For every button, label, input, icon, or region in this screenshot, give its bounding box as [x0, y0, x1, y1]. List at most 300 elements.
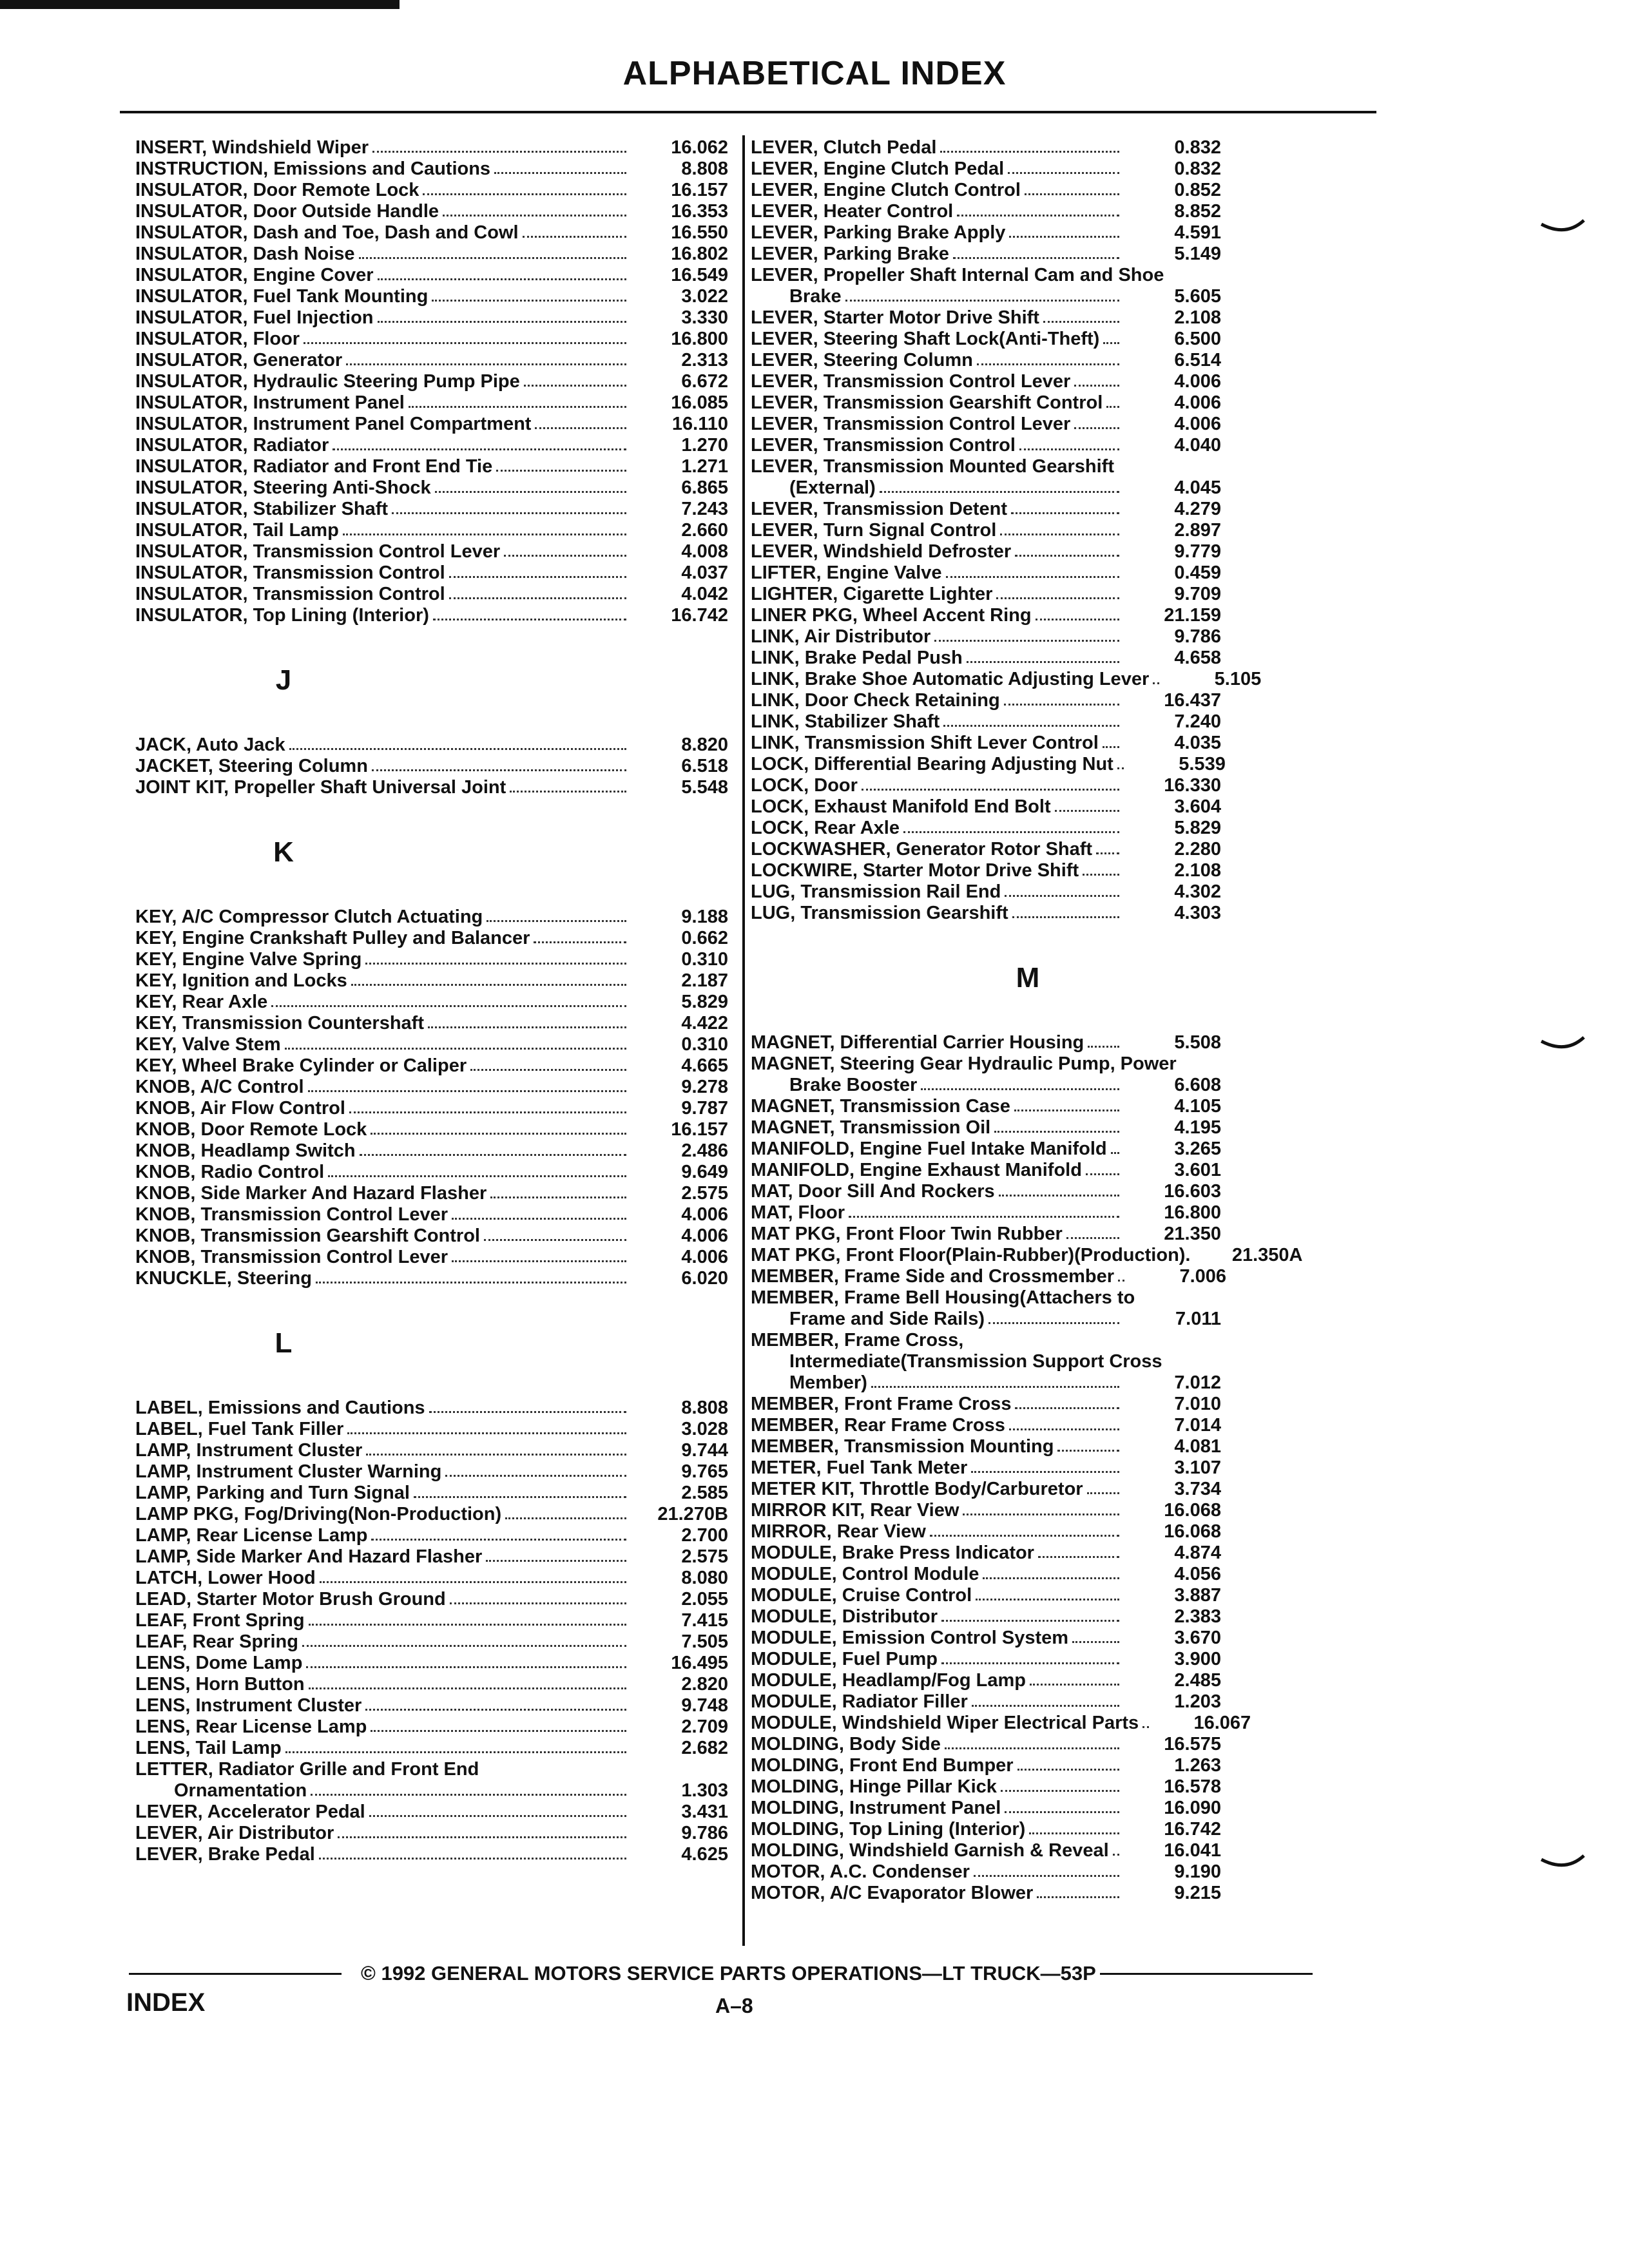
entry-label: LEVER, Engine Clutch Control: [751, 180, 1021, 200]
entry-label: MANIFOLD, Engine Exhaust Manifold: [751, 1160, 1082, 1180]
entry-page-ref: 4.035: [1174, 733, 1221, 753]
entry-label: KEY, Transmission Countershaft: [135, 1013, 424, 1033]
index-entry: [135, 1483, 728, 1504]
dot-leader: [306, 1666, 626, 1668]
entry-page-ref: 5.508: [1174, 1032, 1221, 1053]
entry-page-ref: 4.279: [1174, 499, 1221, 519]
entry-label: LOCKWASHER, Generator Rotor Shaft: [751, 839, 1093, 860]
entry-label: MAT, Door Sill And Rockers: [751, 1181, 995, 1202]
entry-label: MOLDING, Body Side: [751, 1734, 941, 1754]
entry-label: INSULATOR, Hydraulic Steering Pump Pipe: [135, 371, 520, 392]
index-entry: [751, 371, 1221, 392]
index-entry: [751, 1160, 1221, 1181]
dot-leader: [930, 1535, 1119, 1537]
entry-label: KNOB, Transmission Control Lever: [135, 1247, 448, 1267]
entry-page-ref: 2.313: [681, 350, 728, 370]
entry-label: LIFTER, Engine Valve: [751, 562, 942, 583]
entry-page-ref: 2.575: [681, 1183, 728, 1204]
index-entry: [135, 435, 728, 456]
index-entry: [135, 414, 728, 435]
index-entry: [135, 777, 728, 798]
index-entry: [751, 201, 1221, 222]
entry-label: LINK, Stabilizer Shaft: [751, 711, 940, 732]
entry-label: MODULE, Control Module: [751, 1564, 979, 1584]
index-entry: [751, 1075, 1221, 1096]
dot-leader: [1001, 1790, 1119, 1792]
index-entry: [751, 1457, 1221, 1479]
entry-page-ref: 0.662: [681, 928, 728, 948]
entry-page-ref: 9.786: [681, 1823, 728, 1843]
dot-leader: [365, 963, 626, 965]
entry-page-ref: 8.852: [1174, 201, 1221, 222]
dot-leader: [1057, 1450, 1119, 1452]
entry-label: KEY, Engine Valve Spring: [135, 949, 362, 970]
entry-page-ref: 4.105: [1174, 1096, 1221, 1117]
index-entry: [751, 1330, 1221, 1351]
entry-page-ref: 3.670: [1174, 1628, 1221, 1648]
entry-page-ref: 16.330: [1164, 775, 1221, 796]
index-entry: [751, 1287, 1221, 1309]
entry-label: INSULATOR, Steering Anti-Shock: [135, 477, 431, 498]
entry-page-ref: 16.353: [671, 201, 728, 222]
entry-label: MODULE, Brake Press Indicator: [751, 1542, 1034, 1563]
dot-leader: [490, 1196, 626, 1198]
entry-page-ref: 4.658: [1174, 648, 1221, 668]
dot-leader: [319, 1858, 626, 1860]
entry-page-ref: 5.539: [1179, 754, 1226, 774]
entry-label: LEAF, Front Spring: [135, 1610, 305, 1631]
index-entry: [135, 1225, 728, 1247]
entry-label: MODULE, Windshield Wiper Electrical Parts: [751, 1713, 1139, 1733]
dot-leader: [365, 1709, 626, 1711]
entry-label: LENS, Instrument Cluster: [135, 1695, 362, 1716]
entry-label: MEMBER, Transmission Mounting: [751, 1436, 1054, 1457]
dot-leader: [1030, 1684, 1119, 1686]
dot-leader: [423, 193, 626, 195]
index-entry: [751, 1415, 1221, 1436]
index-entry: [751, 1776, 1221, 1798]
entry-label: LEVER, Clutch Pedal: [751, 137, 937, 158]
dot-leader: [845, 300, 1119, 302]
dot-leader: [369, 1815, 626, 1817]
index-entry: [135, 350, 728, 371]
entry-label: INSULATOR, Transmission Control: [135, 584, 445, 604]
entry-page-ref: 7.014: [1174, 1415, 1221, 1436]
entry-label: INSULATOR, Dash Noise: [135, 244, 355, 264]
footer-rule-right: [1100, 1973, 1313, 1975]
index-entry: [751, 1585, 1221, 1606]
entry-page-ref: 3.604: [1174, 796, 1221, 817]
entry-page-ref: 8.808: [681, 159, 728, 179]
index-entry: [751, 584, 1221, 605]
index-entry: [135, 1738, 728, 1759]
dot-leader: [941, 1662, 1119, 1664]
index-entry: [751, 754, 1226, 775]
dot-leader: [1004, 704, 1119, 706]
index-entry: [135, 329, 728, 350]
dot-leader: [392, 512, 626, 514]
entry-label: INSULATOR, Stabilizer Shaft: [135, 499, 389, 519]
entry-label: LINK, Air Distributor: [751, 626, 931, 647]
index-entry: [135, 1204, 728, 1225]
entry-page-ref: 21.159: [1164, 605, 1221, 626]
entry-page-ref: 3.330: [681, 307, 728, 328]
entry-page-ref: 16.550: [671, 222, 728, 243]
dot-leader: [505, 1517, 626, 1519]
entry-page-ref: 6.672: [681, 371, 728, 392]
index-entry: [135, 1461, 728, 1483]
index-entry: [135, 137, 728, 159]
entry-label: MAT PKG, Front Floor(Plain-Rubber)(Production).: [751, 1245, 1191, 1265]
entry-page-ref: 3.601: [1174, 1160, 1221, 1180]
binder-mark: [1540, 1036, 1585, 1054]
entry-page-ref: 2.820: [681, 1674, 728, 1695]
entry-label: MODULE, Emission Control System: [751, 1628, 1069, 1648]
index-entry: [135, 1055, 728, 1077]
entry-label: INSULATOR, Fuel Injection: [135, 307, 374, 328]
entry-label: KEY, Ignition and Locks: [135, 970, 347, 991]
dot-leader: [523, 236, 626, 238]
entry-label: LEVER, Transmission Mounted Gearshift: [751, 456, 1114, 477]
dot-leader: [1005, 1811, 1119, 1813]
entry-label: LINK, Brake Shoe Automatic Adjusting Lever: [751, 669, 1150, 689]
index-entry: [751, 1224, 1221, 1245]
dot-leader: [285, 1048, 626, 1050]
entry-label: MEMBER, Front Frame Cross: [751, 1394, 1012, 1414]
dot-leader: [349, 1111, 626, 1113]
index-entry: [135, 541, 728, 562]
index-entry: [751, 1202, 1221, 1224]
index-entry: [135, 970, 728, 992]
dot-leader: [316, 1282, 626, 1283]
dot-leader: [1103, 746, 1119, 748]
dot-leader: [1036, 619, 1119, 620]
index-entry: [751, 1819, 1221, 1840]
entry-label: LOCK, Differential Bearing Adjusting Nut: [751, 754, 1113, 774]
index-entry: [751, 499, 1221, 520]
dot-leader: [934, 640, 1119, 642]
entry-label: MAT PKG, Front Floor Twin Rubber: [751, 1224, 1063, 1244]
index-entry: [751, 1670, 1221, 1691]
entry-label: MAGNET, Steering Gear Hydraulic Pump, Power: [751, 1053, 1177, 1074]
index-entry: [751, 286, 1221, 307]
dot-leader: [1014, 1110, 1119, 1111]
entry-label: MIRROR, Rear View: [751, 1521, 926, 1542]
entry-label: INSULATOR, Radiator and Front End Tie: [135, 456, 493, 477]
dot-leader: [371, 1539, 626, 1541]
dot-leader: [311, 1794, 626, 1796]
entry-label: INSULATOR, Fuel Tank Mounting: [135, 286, 429, 307]
entry-page-ref: 6.020: [681, 1268, 728, 1289]
entry-page-ref: 9.649: [681, 1162, 728, 1182]
index-entry: [751, 1606, 1221, 1628]
index-entry: [751, 775, 1221, 796]
entry-label: MOLDING, Top Lining (Interior): [751, 1819, 1026, 1840]
entry-page-ref: 5.829: [1174, 818, 1221, 838]
index-entry: [751, 1139, 1221, 1160]
dot-leader: [945, 1747, 1119, 1749]
entry-label: KNOB, Side Marker And Hazard Flasher: [135, 1183, 487, 1204]
index-entry: [135, 1268, 728, 1289]
dot-leader: [445, 1475, 626, 1477]
entry-page-ref: 7.012: [1174, 1372, 1221, 1393]
entry-label: LAMP, Instrument Cluster: [135, 1440, 363, 1461]
index-entry: [135, 1823, 728, 1844]
dot-leader: [1142, 1726, 1149, 1728]
entry-page-ref: 16.800: [671, 329, 728, 349]
index-entry: [751, 350, 1221, 371]
dot-leader: [449, 597, 626, 599]
dot-leader: [1066, 1237, 1119, 1239]
entry-page-ref: 4.006: [681, 1204, 728, 1225]
entry-page-ref: 0.310: [681, 1034, 728, 1055]
index-entry: [751, 1713, 1251, 1734]
entry-page-ref: 9.744: [681, 1440, 728, 1461]
entry-page-ref: 4.874: [1174, 1542, 1221, 1563]
index-entry: [751, 1755, 1221, 1776]
index-entry: [135, 584, 728, 605]
entry-label: LEVER, Parking Brake: [751, 244, 949, 264]
entry-label: METER KIT, Throttle Body/Carburetor: [751, 1479, 1083, 1499]
entry-label: LOCK, Door: [751, 775, 858, 796]
entry-page-ref: 4.037: [681, 562, 728, 583]
entry-page-ref: 2.485: [1174, 1670, 1221, 1691]
entry-page-ref: 16.742: [671, 605, 728, 626]
index-entry: [135, 222, 728, 244]
entry-page-ref: 5.149: [1174, 244, 1221, 264]
dot-leader: [428, 1026, 626, 1028]
entry-label: KNOB, Radio Control: [135, 1162, 325, 1182]
dot-leader: [871, 1386, 1119, 1388]
index-entry: [751, 818, 1221, 839]
entry-label: KNOB, Transmission Gearshift Control: [135, 1225, 480, 1246]
index-entry: [135, 907, 728, 928]
entry-label: LEAF, Rear Spring: [135, 1631, 298, 1652]
index-entry: [135, 1695, 728, 1716]
entry-page-ref: 2.585: [681, 1483, 728, 1503]
entry-page-ref: 2.280: [1174, 839, 1221, 860]
dot-leader: [1153, 682, 1159, 684]
entry-page-ref: 5.605: [1174, 286, 1221, 307]
dot-leader: [996, 597, 1119, 599]
entry-label: MODULE, Distributor: [751, 1606, 938, 1627]
entry-label: LEVER, Starter Motor Drive Shift: [751, 307, 1039, 328]
index-entry: [135, 244, 728, 265]
index-entry: [751, 1309, 1221, 1330]
entry-label: LEAD, Starter Motor Brush Ground: [135, 1589, 446, 1610]
dot-leader: [1019, 448, 1119, 450]
dot-leader: [999, 1195, 1119, 1196]
entry-page-ref: 9.765: [681, 1461, 728, 1482]
entry-label: Ornamentation: [174, 1780, 307, 1801]
index-entry: [135, 1504, 728, 1525]
entry-page-ref: 16.578: [1164, 1776, 1221, 1797]
index-entry: [135, 1546, 728, 1568]
index-entry: [751, 1649, 1221, 1670]
entry-page-ref: 4.006: [681, 1247, 728, 1267]
index-entry: [751, 1096, 1221, 1117]
entry-page-ref: 16.437: [1164, 690, 1221, 711]
dot-leader: [880, 491, 1119, 493]
index-entry: [751, 392, 1221, 414]
entry-page-ref: 0.832: [1174, 137, 1221, 158]
dot-leader: [429, 1411, 626, 1413]
dot-leader: [432, 300, 626, 302]
binder-mark: [1540, 1854, 1585, 1872]
dot-leader: [1005, 895, 1119, 897]
dot-leader: [378, 278, 626, 280]
entry-label: MAGNET, Transmission Oil: [751, 1117, 991, 1138]
dot-leader: [1017, 1769, 1119, 1771]
left-column: [135, 137, 728, 1865]
entry-page-ref: 7.505: [681, 1631, 728, 1652]
index-entry: [135, 1077, 728, 1098]
entry-label: LEVER, Transmission Control: [751, 435, 1016, 456]
entry-label: LENS, Tail Lamp: [135, 1738, 282, 1758]
entry-page-ref: 3.431: [681, 1802, 728, 1822]
index-entry: [135, 1610, 728, 1631]
index-entry: [135, 992, 728, 1013]
entry-label: LUG, Transmission Gearshift: [751, 903, 1008, 923]
index-entry: [751, 435, 1221, 456]
index-entry: [751, 265, 1221, 286]
entry-label: INSULATOR, Generator: [135, 350, 343, 370]
index-entry: [751, 605, 1221, 626]
dot-leader: [1012, 916, 1119, 918]
entry-label: LENS, Dome Lamp: [135, 1653, 303, 1673]
copyright-line: © 1992 GENERAL MOTORS SERVICE PARTS OPERATIONS—LT TRUCK—53P: [361, 1962, 1096, 1984]
entry-label: MEMBER, Rear Frame Cross: [751, 1415, 1005, 1436]
dot-leader: [359, 257, 626, 259]
entry-page-ref: 16.575: [1164, 1734, 1221, 1754]
index-entry: [751, 711, 1221, 733]
entry-label: LEVER, Windshield Defroster: [751, 541, 1012, 562]
dot-leader: [1117, 767, 1124, 769]
index-entry: [135, 1525, 728, 1546]
index-entry: [135, 1398, 728, 1419]
dot-leader: [449, 576, 626, 578]
top-edge-bar: [0, 0, 400, 9]
index-entry: [135, 392, 728, 414]
entry-page-ref: 16.549: [671, 265, 728, 285]
dot-leader: [1015, 555, 1119, 557]
entry-page-ref: 2.709: [681, 1716, 728, 1737]
binder-mark: [1540, 219, 1585, 237]
dot-leader: [983, 1577, 1119, 1579]
entry-page-ref: 7.010: [1174, 1394, 1221, 1414]
entry-page-ref: 4.006: [1174, 414, 1221, 434]
entry-page-ref: 4.008: [681, 541, 728, 562]
entry-label: KNOB, Headlamp Switch: [135, 1140, 356, 1161]
entry-page-ref: 3.265: [1174, 1139, 1221, 1159]
index-entry: [751, 307, 1221, 329]
entry-page-ref: 9.709: [1174, 584, 1221, 604]
dot-leader: [903, 831, 1119, 833]
index-entry: [751, 180, 1221, 201]
dot-leader: [1083, 874, 1119, 876]
entry-page-ref: 6.865: [681, 477, 728, 498]
index-entry: [135, 1013, 728, 1034]
entry-page-ref: 16.800: [1164, 1202, 1221, 1223]
dot-leader: [940, 151, 1119, 153]
dot-leader: [1043, 321, 1119, 323]
index-entry: [135, 1844, 728, 1865]
dot-leader: [1055, 810, 1119, 812]
index-entry: [751, 1691, 1221, 1713]
index-entry: [135, 1440, 728, 1461]
index-entry: [751, 1542, 1221, 1564]
entry-page-ref: 4.045: [1174, 477, 1221, 498]
entry-page-ref: 2.575: [681, 1546, 728, 1567]
entry-page-ref: 16.110: [671, 414, 728, 434]
index-entry: [135, 201, 728, 222]
entry-label: LEVER, Transmission Detent: [751, 499, 1008, 519]
index-entry: [751, 1883, 1221, 1904]
entry-page-ref: 7.011: [1175, 1309, 1221, 1329]
index-entry: [751, 881, 1221, 903]
dot-leader: [971, 1471, 1119, 1473]
entry-label: LAMP, Rear License Lamp: [135, 1525, 368, 1546]
entry-page-ref: 2.700: [681, 1525, 728, 1546]
index-entry: [751, 244, 1221, 265]
index-entry: [135, 1140, 728, 1162]
index-entry: [751, 1117, 1221, 1139]
index-entry: [751, 1521, 1221, 1542]
title-rule: [120, 111, 1376, 113]
dot-leader: [328, 1175, 626, 1177]
entry-label: INSULATOR, Instrument Panel Compartment: [135, 414, 532, 434]
entry-label: LINER PKG, Wheel Accent Ring: [751, 605, 1032, 626]
entry-label: MOLDING, Instrument Panel: [751, 1798, 1001, 1818]
entry-page-ref: 7.415: [681, 1610, 728, 1631]
entry-label: LAMP PKG, Fog/Driving(Non-Production): [135, 1504, 502, 1524]
entry-label: Intermediate(Transmission Support Cross: [789, 1351, 1162, 1372]
dot-leader: [366, 1454, 626, 1456]
entry-label: MANIFOLD, Engine Fuel Intake Manifold: [751, 1139, 1107, 1159]
index-entry: [751, 520, 1221, 541]
entry-label: Member): [789, 1372, 867, 1393]
dot-leader: [333, 448, 626, 450]
dot-leader: [1000, 533, 1119, 535]
entry-label: INSULATOR, Engine Cover: [135, 265, 374, 285]
dot-leader: [289, 748, 626, 750]
dot-leader: [494, 172, 626, 174]
index-entry: [135, 735, 728, 756]
index-entry: [135, 562, 728, 584]
dot-leader: [957, 215, 1119, 216]
entry-page-ref: 4.006: [1174, 371, 1221, 392]
entry-label: LEVER, Transmission Control Lever: [751, 371, 1071, 392]
entry-page-ref: 9.188: [681, 907, 728, 927]
index-entry: [135, 286, 728, 307]
dot-leader: [435, 491, 626, 493]
index-entry: [751, 159, 1221, 180]
index-entry: [135, 1119, 728, 1140]
entry-page-ref: 6.518: [681, 756, 728, 776]
dot-leader: [1074, 385, 1119, 387]
entry-page-ref: 4.056: [1174, 1564, 1221, 1584]
index-entry: [751, 562, 1221, 584]
entry-page-ref: 2.108: [1174, 860, 1221, 881]
entry-page-ref: 5.105: [1214, 669, 1262, 689]
entry-page-ref: 5.548: [681, 777, 728, 798]
entry-page-ref: 0.852: [1174, 180, 1221, 200]
dot-leader: [372, 769, 626, 771]
index-entry: [135, 1247, 728, 1268]
dot-leader: [534, 941, 626, 943]
dot-leader: [953, 257, 1119, 259]
index-entry: [135, 949, 728, 970]
